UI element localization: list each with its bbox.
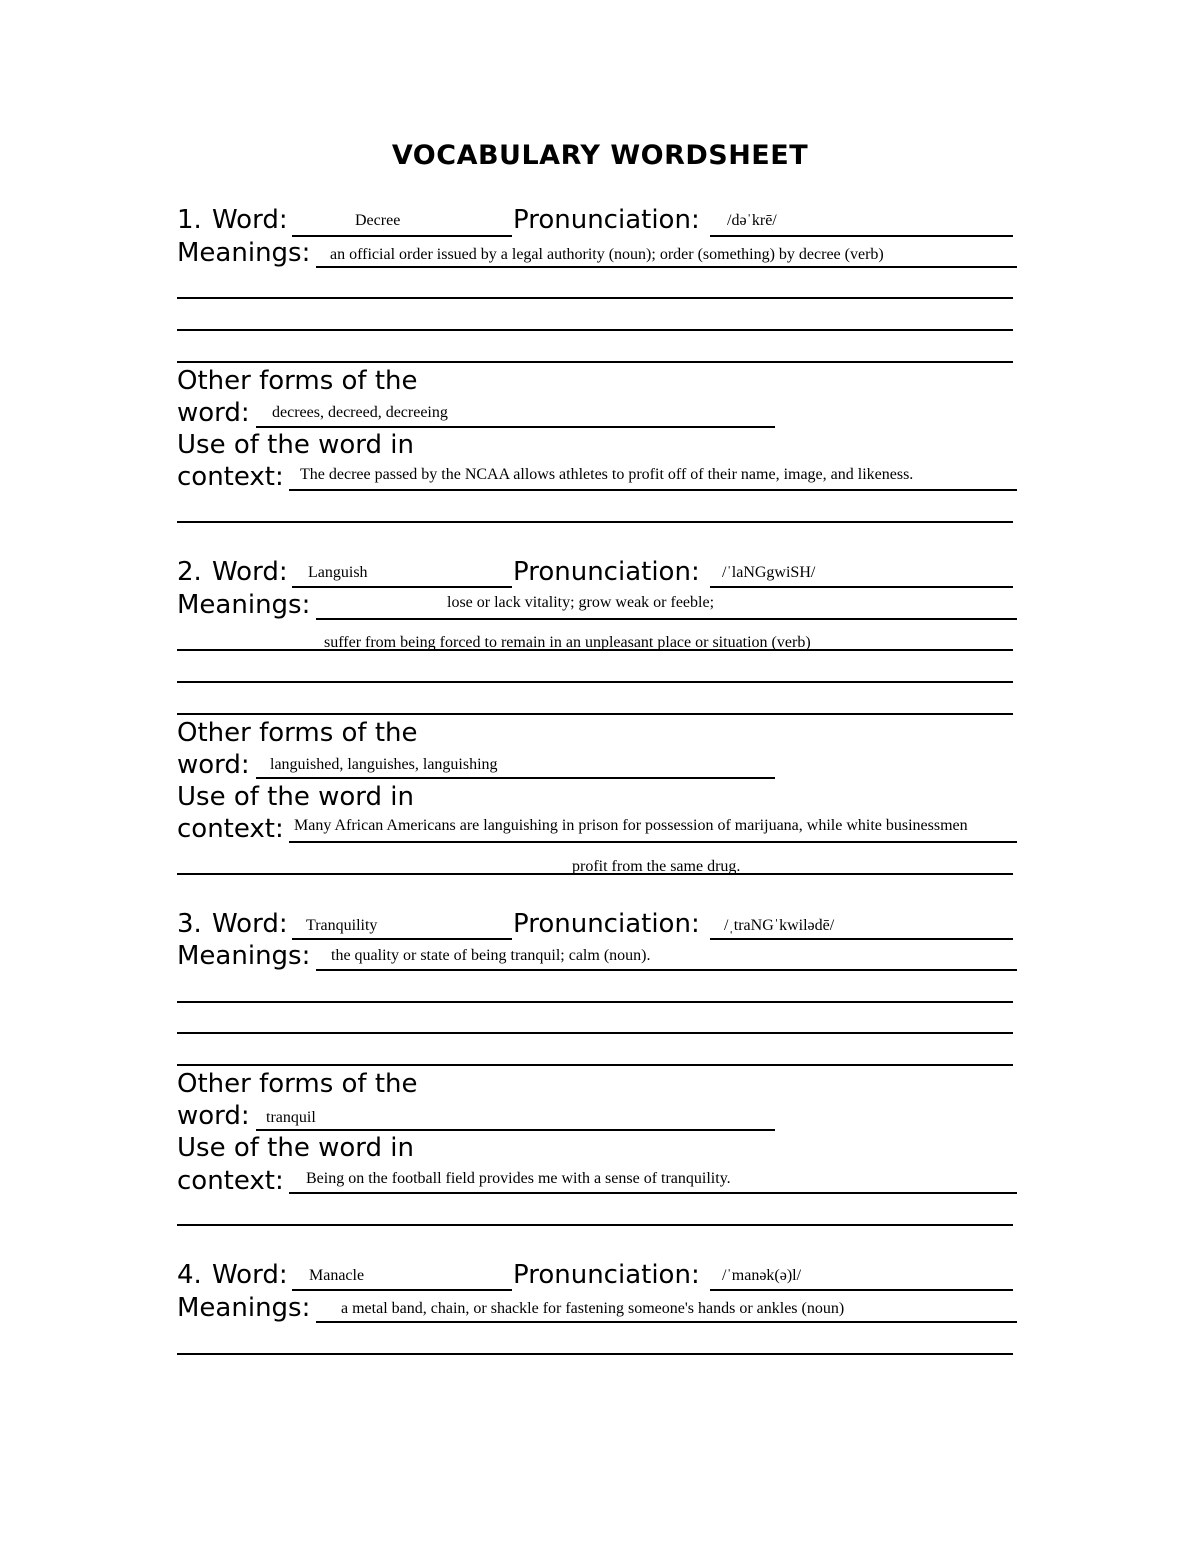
entry-1-blank-line (177, 297, 1013, 299)
entry-3-number: 3. (177, 909, 202, 939)
entry-3-word-line (292, 938, 512, 940)
entry-1-word-line (292, 235, 512, 237)
entry-4-number: 4. (177, 1260, 202, 1290)
entry-3-pronunciation-value: /ˌtraNGˈkwilədē/ (724, 917, 835, 934)
entry-1-word-label: Word: (212, 205, 288, 235)
entry-2-blank-line (177, 713, 1013, 715)
entry-2-blank-line (177, 681, 1013, 683)
entry-4-word-value: Manacle (309, 1267, 365, 1284)
entry-2-meanings-value-2: suffer from being forced to remain in an unpleasant place or situation (verb) (324, 634, 811, 651)
entry-3-pronunciation-line (710, 938, 1013, 940)
entry-2-meanings-value: lose or lack vitality; grow weak or feeble; (447, 594, 715, 611)
entry-1-other-forms-label-2: word: (177, 398, 250, 428)
entry-2-word-value: Languish (308, 564, 368, 581)
entry-1-pronunciation-label: Pronunciation: (513, 205, 700, 235)
entry-1-meanings-line (316, 266, 1017, 268)
entry-4-blank-line (177, 1353, 1013, 1355)
entry-1-context-line (289, 489, 1017, 491)
entry-3-meanings-label: Meanings: (177, 941, 311, 971)
entry-3-blank-line (177, 1064, 1013, 1066)
entry-2-number: 2. (177, 557, 202, 587)
entry-1-use-label: Use of the word in (177, 430, 414, 460)
entry-4-meanings-label: Meanings: (177, 1293, 311, 1323)
entry-1-blank-line (177, 361, 1013, 363)
entry-3-meanings-line (316, 969, 1017, 971)
entry-2-context-value: Many African Americans are languishing in prison for possession of marijuana, while white businessmen (294, 817, 968, 834)
entry-4-word-label: Word: (212, 1260, 288, 1290)
entry-3-other-forms-line (256, 1129, 775, 1131)
entry-3-pronunciation-label: Pronunciation: (513, 909, 700, 939)
entry-3-other-forms-label: Other forms of the (177, 1069, 418, 1099)
entry-3-blank-line (177, 1224, 1013, 1226)
entry-1-blank-line (177, 329, 1013, 331)
entry-3-word-value: Tranquility (306, 917, 378, 934)
entry-4-word-line (292, 1289, 512, 1291)
entry-2-pronunciation-value: /ˈlaNGgwiSH/ (722, 564, 816, 581)
entry-3-blank-line (177, 1032, 1013, 1034)
entry-2-other-forms-label-2: word: (177, 750, 250, 780)
entry-2-meanings-line (316, 618, 1017, 620)
entry-4-meanings-line (316, 1321, 1017, 1323)
entry-3-other-forms-value: tranquil (266, 1109, 316, 1126)
entry-1-other-forms-label: Other forms of the (177, 366, 418, 396)
entry-1-meanings-label: Meanings: (177, 238, 311, 268)
entry-3-meanings-value: the quality or state of being tranquil; calm (noun). (331, 947, 651, 964)
entry-3-blank-line (177, 1001, 1013, 1003)
entry-2-word-line (292, 586, 512, 588)
entry-3-word-label: Word: (212, 909, 288, 939)
entry-1-word-value: Decree (355, 212, 401, 229)
entry-2-other-forms-label: Other forms of the (177, 718, 418, 748)
entry-1-pronunciation-line (710, 235, 1013, 237)
entry-2-context-line (289, 841, 1017, 843)
entry-1-number: 1. (177, 205, 202, 235)
entry-2-pronunciation-line (710, 586, 1013, 588)
entry-2-use-label: Use of the word in (177, 782, 414, 812)
entry-1-context-value: The decree passed by the NCAA allows athletes to profit off of their name, image, and likeness. (300, 466, 914, 483)
entry-2-context-value-2: profit from the same drug. (572, 858, 741, 875)
entry-2-other-forms-line (256, 777, 775, 779)
entry-3-use-label-2: context: (177, 1166, 284, 1196)
entry-4-pronunciation-value: /ˈmanək(ə)l/ (722, 1267, 802, 1284)
entry-2-word-label: Word: (212, 557, 288, 587)
page-title: VOCABULARY WORDSHEET (391, 140, 809, 171)
entry-2-pronunciation-label: Pronunciation: (513, 557, 700, 587)
entry-2-use-label-2: context: (177, 814, 284, 844)
entry-1-use-label-2: context: (177, 462, 284, 492)
entry-1-meanings-value: an official order issued by a legal authority (noun); order (something) by decree (verb) (330, 246, 884, 263)
entry-1-other-forms-line (256, 426, 775, 428)
entry-2-meanings-label: Meanings: (177, 590, 311, 620)
entry-1-pronunciation-value: /dəˈkrē/ (727, 212, 777, 229)
entry-4-pronunciation-label: Pronunciation: (513, 1260, 700, 1290)
entry-4-pronunciation-line (710, 1289, 1013, 1291)
entry-4-meanings-value: a metal band, chain, or shackle for fastening someone's hands or ankles (noun) (341, 1300, 845, 1317)
entry-1-other-forms-value: decrees, decreed, decreeing (272, 404, 448, 421)
entry-3-use-label: Use of the word in (177, 1133, 414, 1163)
entry-3-context-value: Being on the football field provides me with a sense of tranquility. (306, 1170, 731, 1187)
entry-3-context-line (289, 1192, 1017, 1194)
entry-3-other-forms-label-2: word: (177, 1101, 250, 1131)
entry-2-other-forms-value: languished, languishes, languishing (270, 756, 498, 773)
entry-1-blank-line (177, 521, 1013, 523)
